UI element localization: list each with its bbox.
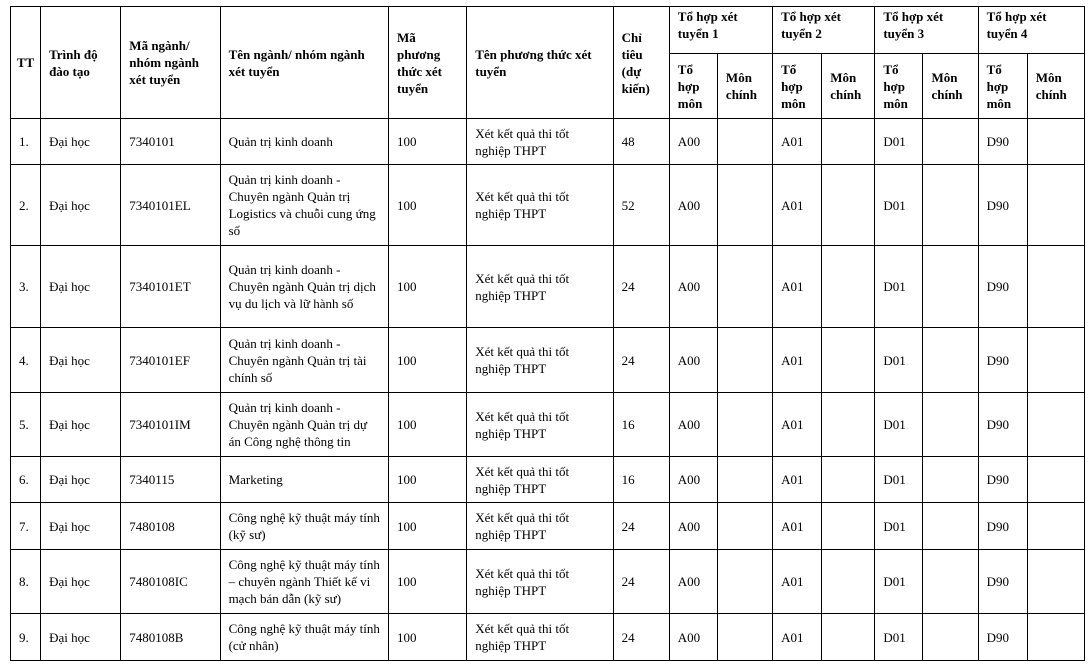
header-row-1 [11, 7, 1085, 54]
cell-method-name: Xét kết quả thi tốt nghiệp THPT [467, 246, 613, 328]
cell-method-code: 100 [389, 457, 467, 503]
cell-combo-3: D01 [875, 550, 923, 614]
table-row [11, 457, 1085, 503]
cell-combo-1: A00 [669, 503, 717, 550]
table-row [11, 165, 1085, 246]
cell-main-4 [1027, 503, 1084, 550]
cell-main-4 [1027, 165, 1084, 246]
cell-code: 7340101 [121, 119, 220, 165]
cell-name: Công nghệ kỹ thuật máy tính (cử nhân) [220, 614, 388, 661]
cell-level: Đại học [41, 165, 121, 246]
cell-main-1 [717, 550, 772, 614]
cell-method-name: Xét kết quả thi tốt nghiệp THPT [467, 328, 613, 393]
cell-tt: 7. [11, 503, 41, 550]
cell-combo-2: A01 [773, 165, 822, 246]
sub-header-main: Môn chính [717, 54, 772, 119]
col-header-name: Tên ngành/ nhóm ngành xét tuyển [220, 7, 388, 119]
cell-combo-3: D01 [875, 393, 923, 457]
cell-combo-4: D90 [978, 614, 1027, 661]
cell-level: Đại học [41, 614, 121, 661]
col-header-combo-1: Tổ hợp xét tuyển 1 [669, 7, 772, 54]
cell-quota: 16 [613, 393, 669, 457]
cell-quota: 24 [613, 550, 669, 614]
cell-level: Đại học [41, 393, 121, 457]
cell-name: Quản trị kinh doanh - Chuyên ngành Quản trị Logistics và chuỗi cung ứng số [220, 165, 388, 246]
sub-header-main: Môn chính [923, 54, 978, 119]
cell-tt: 8. [11, 550, 41, 614]
cell-combo-3: D01 [875, 457, 923, 503]
cell-code: 7340101IM [121, 393, 220, 457]
cell-main-1 [717, 119, 772, 165]
cell-method-name: Xét kết quả thi tốt nghiệp THPT [467, 457, 613, 503]
table-body [11, 119, 1085, 661]
cell-main-1 [717, 614, 772, 661]
cell-main-1 [717, 457, 772, 503]
cell-quota: 52 [613, 165, 669, 246]
cell-name: Công nghệ kỹ thuật máy tính – chuyên ngành Thiết kế vi mạch bán dẫn (kỹ sư) [220, 550, 388, 614]
cell-main-3 [923, 328, 978, 393]
cell-main-3 [923, 165, 978, 246]
cell-combo-4: D90 [978, 165, 1027, 246]
cell-tt: 5. [11, 393, 41, 457]
cell-main-3 [923, 246, 978, 328]
col-header-quota: Chỉ tiêu (dự kiến) [613, 7, 669, 119]
cell-name: Quản trị kinh doanh - Chuyên ngành Quản trị dự án Công nghệ thông tin [220, 393, 388, 457]
cell-combo-3: D01 [875, 614, 923, 661]
table-row [11, 328, 1085, 393]
cell-quota: 24 [613, 614, 669, 661]
cell-combo-1: A00 [669, 550, 717, 614]
cell-main-3 [923, 550, 978, 614]
cell-tt: 3. [11, 246, 41, 328]
cell-code: 7480108B [121, 614, 220, 661]
cell-method-code: 100 [389, 550, 467, 614]
cell-method-name: Xét kết quả thi tốt nghiệp THPT [467, 119, 613, 165]
cell-combo-1: A00 [669, 457, 717, 503]
table-row [11, 550, 1085, 614]
sub-header-main: Môn chính [822, 54, 875, 119]
col-header-combo-3: Tổ hợp xét tuyển 3 [875, 7, 978, 54]
cell-method-name: Xét kết quả thi tốt nghiệp THPT [467, 614, 613, 661]
cell-combo-3: D01 [875, 503, 923, 550]
cell-main-4 [1027, 328, 1084, 393]
col-header-combo-4: Tổ hợp xét tuyển 4 [978, 7, 1084, 54]
cell-combo-2: A01 [773, 246, 822, 328]
cell-main-3 [923, 614, 978, 661]
cell-name: Marketing [220, 457, 388, 503]
cell-method-name: Xét kết quả thi tốt nghiệp THPT [467, 550, 613, 614]
col-header-code: Mã ngành/ nhóm ngành xét tuyển [121, 7, 220, 119]
cell-method-code: 100 [389, 246, 467, 328]
cell-code: 7340101EL [121, 165, 220, 246]
cell-tt: 4. [11, 328, 41, 393]
cell-combo-4: D90 [978, 503, 1027, 550]
cell-main-2 [822, 246, 875, 328]
cell-name: Quản trị kinh doanh [220, 119, 388, 165]
cell-level: Đại học [41, 119, 121, 165]
table-row [11, 246, 1085, 328]
cell-combo-4: D90 [978, 457, 1027, 503]
cell-method-code: 100 [389, 165, 467, 246]
cell-main-2 [822, 457, 875, 503]
cell-combo-3: D01 [875, 246, 923, 328]
cell-combo-2: A01 [773, 328, 822, 393]
cell-main-3 [923, 457, 978, 503]
sub-header-combo: Tổ hợp môn [875, 54, 923, 119]
admissions-table [10, 6, 1085, 661]
col-header-method-name: Tên phương thức xét tuyển [467, 7, 613, 119]
cell-method-name: Xét kết quả thi tốt nghiệp THPT [467, 393, 613, 457]
cell-main-4 [1027, 550, 1084, 614]
cell-main-2 [822, 550, 875, 614]
col-header-tt: TT [11, 7, 41, 119]
cell-combo-4: D90 [978, 246, 1027, 328]
cell-main-2 [822, 328, 875, 393]
cell-combo-2: A01 [773, 119, 822, 165]
cell-main-2 [822, 393, 875, 457]
cell-combo-1: A00 [669, 119, 717, 165]
col-header-combo-2: Tổ hợp xét tuyển 2 [773, 7, 875, 54]
cell-main-4 [1027, 119, 1084, 165]
cell-tt: 6. [11, 457, 41, 503]
cell-combo-3: D01 [875, 328, 923, 393]
cell-method-code: 100 [389, 503, 467, 550]
cell-combo-4: D90 [978, 550, 1027, 614]
cell-combo-4: D90 [978, 328, 1027, 393]
cell-combo-1: A00 [669, 393, 717, 457]
sub-header-combo: Tổ hợp môn [669, 54, 717, 119]
cell-combo-2: A01 [773, 393, 822, 457]
sub-header-main: Môn chính [1027, 54, 1084, 119]
cell-code: 7340101ET [121, 246, 220, 328]
cell-combo-1: A00 [669, 614, 717, 661]
cell-combo-2: A01 [773, 457, 822, 503]
cell-main-2 [822, 165, 875, 246]
cell-combo-1: A00 [669, 328, 717, 393]
table-row [11, 119, 1085, 165]
col-header-method-code: Mã phương thức xét tuyển [389, 7, 467, 119]
cell-code: 7480108 [121, 503, 220, 550]
cell-method-code: 100 [389, 614, 467, 661]
cell-tt: 9. [11, 614, 41, 661]
cell-main-2 [822, 614, 875, 661]
cell-method-code: 100 [389, 393, 467, 457]
cell-combo-2: A01 [773, 503, 822, 550]
cell-main-1 [717, 393, 772, 457]
cell-combo-4: D90 [978, 393, 1027, 457]
cell-quota: 24 [613, 503, 669, 550]
cell-level: Đại học [41, 550, 121, 614]
cell-code: 7340115 [121, 457, 220, 503]
cell-name: Quản trị kinh doanh - Chuyên ngành Quản trị tài chính số [220, 328, 388, 393]
table-header [11, 7, 1085, 119]
cell-level: Đại học [41, 457, 121, 503]
cell-code: 7480108IC [121, 550, 220, 614]
cell-combo-1: A00 [669, 246, 717, 328]
cell-tt: 1. [11, 119, 41, 165]
cell-combo-1: A00 [669, 165, 717, 246]
cell-main-1 [717, 246, 772, 328]
table-row [11, 503, 1085, 550]
cell-main-1 [717, 328, 772, 393]
cell-main-3 [923, 393, 978, 457]
sub-header-combo: Tổ hợp môn [978, 54, 1027, 119]
col-header-level: Trình độ đào tạo [41, 7, 121, 119]
cell-method-code: 100 [389, 119, 467, 165]
cell-method-name: Xét kết quả thi tốt nghiệp THPT [467, 165, 613, 246]
cell-quota: 16 [613, 457, 669, 503]
cell-code: 7340101EF [121, 328, 220, 393]
cell-method-name: Xét kết quả thi tốt nghiệp THPT [467, 503, 613, 550]
cell-main-4 [1027, 457, 1084, 503]
cell-level: Đại học [41, 328, 121, 393]
cell-combo-3: D01 [875, 165, 923, 246]
sub-header-combo: Tổ hợp môn [773, 54, 822, 119]
cell-level: Đại học [41, 246, 121, 328]
cell-main-4 [1027, 246, 1084, 328]
cell-main-3 [923, 503, 978, 550]
cell-quota: 48 [613, 119, 669, 165]
table-row [11, 393, 1085, 457]
cell-main-4 [1027, 393, 1084, 457]
cell-main-1 [717, 165, 772, 246]
cell-name: Công nghệ kỹ thuật máy tính (kỹ sư) [220, 503, 388, 550]
cell-name: Quản trị kinh doanh - Chuyên ngành Quản trị dịch vụ du lịch và lữ hành số [220, 246, 388, 328]
table-row [11, 614, 1085, 661]
cell-tt: 2. [11, 165, 41, 246]
cell-quota: 24 [613, 246, 669, 328]
cell-combo-2: A01 [773, 550, 822, 614]
cell-main-3 [923, 119, 978, 165]
cell-main-4 [1027, 614, 1084, 661]
cell-method-code: 100 [389, 328, 467, 393]
cell-level: Đại học [41, 503, 121, 550]
cell-main-2 [822, 503, 875, 550]
cell-combo-2: A01 [773, 614, 822, 661]
cell-main-2 [822, 119, 875, 165]
cell-combo-4: D90 [978, 119, 1027, 165]
cell-quota: 24 [613, 328, 669, 393]
cell-main-1 [717, 503, 772, 550]
cell-combo-3: D01 [875, 119, 923, 165]
